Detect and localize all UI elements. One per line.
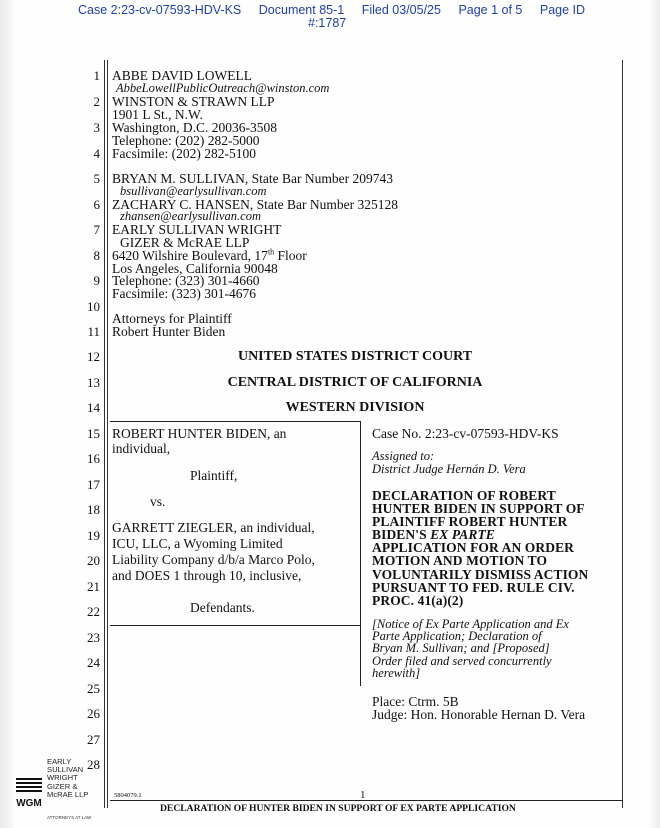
attorneys-for: Attorneys for Plaintiff	[112, 311, 232, 326]
hearing-judge: Judge: Hon. Honorable Hernan D. Vera	[372, 707, 586, 722]
line-number: 28	[87, 757, 100, 772]
line-number: 5	[93, 171, 100, 186]
plaintiff-name: ROBERT HUNTER BIDEN, an	[112, 426, 287, 441]
caption-rule-top	[110, 421, 360, 422]
case-stamp: Case 2:23-cv-07593-HDV-KS	[78, 3, 242, 17]
line-number: 11	[87, 324, 100, 339]
line-number: 7	[93, 222, 100, 237]
firm-street: 6420 Wilshire Boulevard, 17th Floor	[112, 247, 307, 263]
court-division: WESTERN DIVISION	[285, 400, 425, 415]
defendant-line: GARRETT ZIEGLER, an individual,	[112, 520, 315, 535]
ecf-header-line	[78, 3, 599, 17]
caption-rule-divider	[360, 421, 361, 686]
firm-street: 1901 L St., N.W.	[112, 107, 203, 122]
plaintiff-role: Plaintiff,	[190, 468, 238, 483]
versus: vs.	[150, 494, 166, 509]
margin-rule-left-outer	[104, 60, 105, 808]
page-stamp: Page 1 of 5	[458, 3, 523, 17]
line-number: 3	[93, 120, 100, 135]
document-stamp: Document 85-1	[258, 3, 345, 17]
defendant-line: Liability Company d/b/a Marco Polo,	[112, 552, 315, 567]
page-number: 1	[360, 789, 366, 801]
firm-city: Los Angeles, California 90048	[112, 261, 278, 276]
margin-rule-left-inner	[107, 60, 108, 808]
court-district: CENTRAL DISTRICT OF CALIFORNIA	[227, 375, 483, 390]
defendant-line: and DOES 1 through 10, inclusive,	[112, 568, 302, 583]
defendant-role: Defendants.	[190, 600, 255, 615]
law-firm: GIZER & McRAE LLP	[120, 235, 250, 250]
attorney-email: zhansen@earlysullivan.com	[120, 209, 261, 223]
page-id-stamp: Page ID	[539, 3, 586, 17]
filing-note: [Notice of Ex Parte Application and Ex Parte Application; Declaration of Bryan M. Sullivan; and [Proposed] Order filed and served concurrently herewith]	[372, 617, 569, 680]
caption-rule-bottom	[110, 625, 360, 626]
firm-telephone: Telephone: (323) 301-4660	[112, 273, 260, 288]
line-number: 16	[87, 451, 100, 466]
footer-rule	[110, 800, 622, 801]
line-number: 19	[87, 528, 100, 543]
line-number: 2	[93, 94, 100, 109]
attorney-name: BRYAN M. SULLIVAN, State Bar Number 209743	[112, 171, 393, 186]
document-number: 5804079.1	[114, 792, 142, 799]
footer-title: DECLARATION OF HUNTER BIDEN IN SUPPORT OF EX PARTE APPLICATION	[160, 803, 516, 814]
page-edge-right	[650, 0, 660, 828]
line-number: 23	[87, 630, 100, 645]
attorney-email: AbbeLowellPublicOutreach@winston.com	[116, 81, 330, 95]
case-number: Case No. 2:23-cv-07593-HDV-KS	[372, 426, 559, 441]
firm-logo-mark: WGM	[16, 798, 42, 809]
line-number: 25	[87, 681, 100, 696]
firm-facsimile: Facsimile: (323) 301-4676	[112, 286, 256, 301]
line-number: 14	[87, 400, 100, 415]
firm-facsimile: Facsimile: (202) 282-5100	[112, 146, 256, 161]
firm-logo-icon	[14, 776, 44, 810]
line-number: 10	[87, 299, 100, 314]
court-name: UNITED STATES DISTRICT COURT	[237, 349, 473, 364]
firm-city: Washington, D.C. 20036-3508	[112, 120, 278, 135]
client-name: Robert Hunter Biden	[112, 324, 226, 339]
line-number: 26	[87, 706, 100, 721]
attorney-name: ZACHARY C. HANSEN, State Bar Number 325128	[112, 197, 398, 212]
line-number: 1	[93, 68, 100, 83]
id-number-stamp: #:1787	[308, 16, 347, 30]
line-number: 15	[87, 426, 100, 441]
firm-logo-subtitle: ATTORNEYS AT LAW	[47, 815, 92, 820]
line-number: 6	[93, 197, 100, 212]
line-number: 13	[87, 375, 100, 390]
attorney-name: ABBE DAVID LOWELL	[112, 68, 252, 83]
line-number: 27	[87, 732, 100, 747]
line-number: 12	[87, 349, 100, 364]
line-number: 22	[87, 604, 100, 619]
line-number: 9	[93, 273, 100, 288]
document-title: DECLARATION OF ROBERT HUNTER BIDEN IN SUPPORT OF PLAINTIFF ROBERT HUNTER BIDEN'S EX PARTE APPLICATION FOR AN ORDER MOTION AND MOTION TO VOLUNTARILY DISMISS ACTION PURSUANT TO FED. RULE CIV. PROC. 41(a)(2)	[372, 488, 589, 608]
firm-logo-text: EARLY SULLIVAN WRIGHT GIZER & McRAE LLP	[47, 757, 89, 799]
firm-telephone: Telephone: (202) 282-5000	[112, 133, 260, 148]
line-number: 4	[93, 146, 100, 161]
defendant-line: ICU, LLC, a Wyoming Limited	[112, 536, 283, 551]
law-firm: WINSTON & STRAWN LLP	[112, 94, 275, 109]
law-firm: EARLY SULLIVAN WRIGHT	[112, 222, 282, 237]
hearing-place: Place: Ctrm. 5B	[372, 694, 459, 709]
line-number: 20	[87, 553, 100, 568]
assigned-judge: District Judge Hernán D. Vera	[372, 462, 526, 476]
margin-rule-right	[622, 60, 623, 808]
line-number: 8	[93, 248, 100, 263]
line-number: 18	[87, 502, 100, 517]
plaintiff-desc: individual,	[112, 441, 171, 456]
line-number: 24	[87, 655, 100, 670]
attorney-email: bsullivan@earlysullivan.com	[120, 184, 267, 198]
line-number: 21	[87, 579, 100, 594]
line-number: 17	[87, 477, 100, 492]
page-edge-left	[0, 0, 14, 828]
assigned-to-label: Assigned to:	[372, 449, 435, 463]
filed-stamp: Filed 03/05/25	[361, 3, 441, 17]
